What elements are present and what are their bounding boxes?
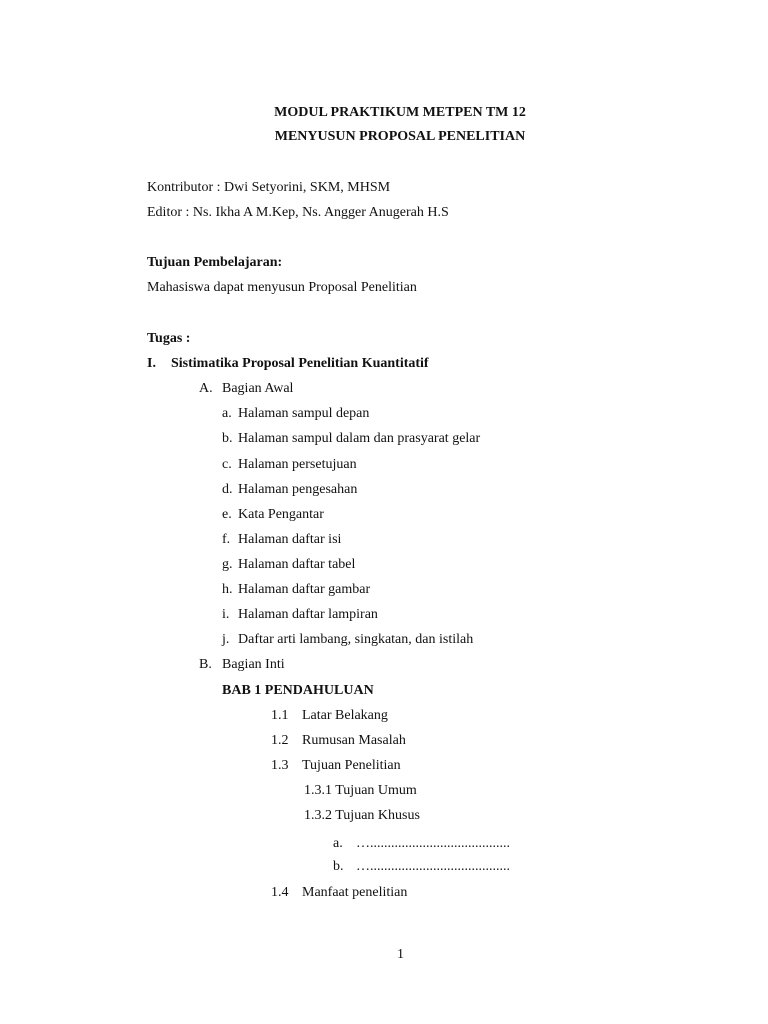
list-item-marker: f.	[222, 532, 231, 547]
list-item-text: Halaman daftar gambar	[238, 582, 371, 597]
objective-heading: Tujuan Pembelajaran:	[147, 255, 283, 270]
objective-text: Mahasiswa dapat menyusun Proposal Penelitian	[147, 280, 417, 295]
list-item-text: Halaman daftar lampiran	[238, 607, 378, 622]
chapter-1-heading: BAB 1 PENDAHULUAN	[222, 683, 374, 698]
list-item-text: Kata Pengantar	[238, 507, 324, 522]
page-number: 1	[397, 947, 404, 962]
subsection-text: Latar Belakang	[302, 708, 388, 723]
list-item-marker: h.	[222, 582, 233, 597]
list-item-marker: i.	[222, 607, 230, 622]
subsection-text: Manfaat penelitian	[302, 885, 408, 900]
tasks-heading: Tugas :	[147, 331, 191, 346]
list-item-marker: a.	[333, 836, 343, 851]
document-title-line1: MODUL PRAKTIKUM METPEN TM 12	[274, 105, 526, 120]
subsection-1-3-1: 1.3.1 Tujuan Umum	[304, 783, 417, 798]
section-1-heading: Sistimatika Proposal Penelitian Kuantitatif	[171, 356, 429, 371]
part-a-marker: A.	[199, 381, 213, 396]
contributor-line: Kontributor : Dwi Setyorini, SKM, MHSM	[147, 180, 391, 195]
list-item-marker: c.	[222, 457, 232, 472]
list-item-text: Halaman sampul dalam dan prasyarat gelar	[238, 431, 481, 446]
subsection-1-3-2: 1.3.2 Tujuan Khusus	[304, 808, 420, 823]
subsection-number: 1.3	[271, 758, 289, 773]
list-item-text: Halaman daftar isi	[238, 532, 342, 547]
section-1-marker: I.	[147, 356, 156, 371]
list-item-marker: j.	[222, 632, 230, 647]
list-item-text: Halaman pengesahan	[238, 482, 358, 497]
list-item-text: …........................................	[356, 836, 510, 851]
document-title-line2: MENYUSUN PROPOSAL PENELITIAN	[274, 129, 526, 144]
list-item-text: …........................................	[356, 859, 510, 874]
subsection-number: 1.2	[271, 733, 289, 748]
list-item-marker: b.	[222, 431, 233, 446]
subsection-text: Rumusan Masalah	[302, 733, 406, 748]
list-item-text: Daftar arti lambang, singkatan, dan istilah	[238, 632, 474, 647]
list-item-marker: a.	[222, 406, 232, 421]
subsection-number: 1.4	[271, 885, 289, 900]
part-b-marker: B.	[199, 657, 212, 672]
list-item-marker: d.	[222, 482, 233, 497]
editor-line: Editor : Ns. Ikha A M.Kep, Ns. Angger Anugerah H.S	[147, 205, 449, 220]
part-b-label: Bagian Inti	[222, 657, 285, 672]
subsection-text: Tujuan Penelitian	[302, 758, 401, 773]
list-item-text: Halaman sampul depan	[238, 406, 370, 421]
list-item-text: Halaman persetujuan	[238, 457, 357, 472]
list-item-marker: e.	[222, 507, 232, 522]
part-a-label: Bagian Awal	[222, 381, 294, 396]
list-item-marker: b.	[333, 859, 344, 874]
list-item-marker: g.	[222, 557, 233, 572]
list-item-text: Halaman daftar tabel	[238, 557, 356, 572]
subsection-number: 1.1	[271, 708, 289, 723]
